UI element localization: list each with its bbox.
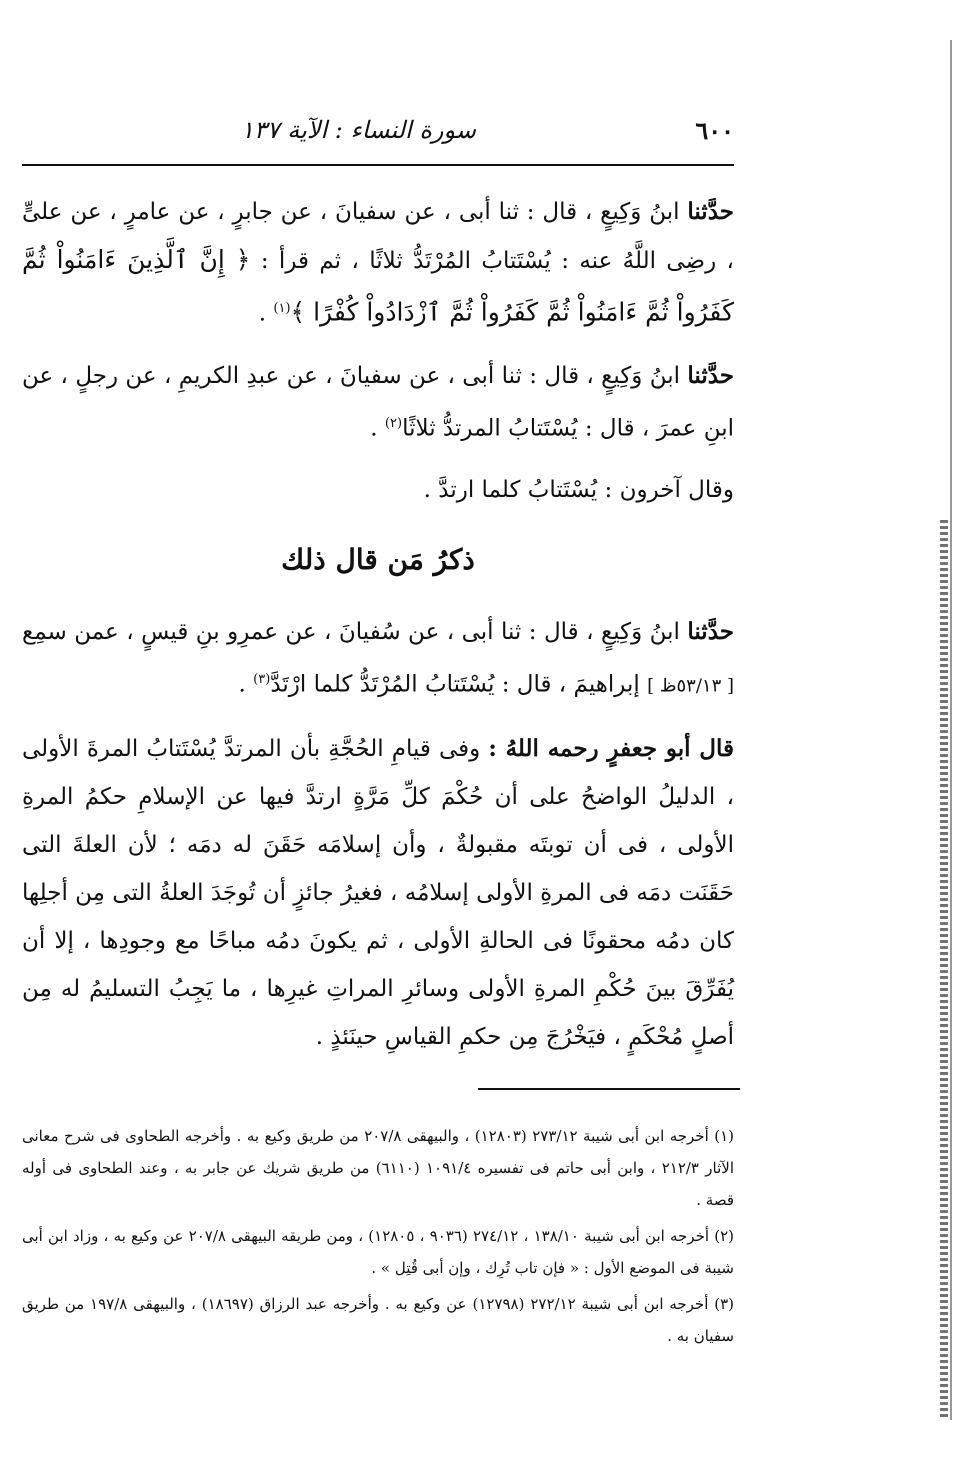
- quran-verse: ﴿ إِنَّ ٱلَّذِينَ ءَامَنُواْ ثُمَّ كَفَرُواْ ثُمَّ ءَامَنُواْ ثُمَّ كَفَرُواْ ثُمَّ ٱزْدَادُواْ كُفْرًا ﴾: [22, 245, 734, 327]
- running-title: سورة النساء : الآية ١٣٧: [240, 116, 476, 144]
- paragraph-5-text: وفى قيامِ الحُجَّةِ بأن المرتدَّ يُسْتَتابُ المرةَ الأولى ، الدليلُ الواضحُ على أن حُكْمَ كلِّ مَرَّةٍ ارتدَّ فيها عن الإسلامِ حكمُ المرةِ الأولى ، فى أن توبتَه مقبولةٌ ، وأن إسلامَه حَقَنَ له دمَه ؛ لأن العلةَ التى حَقَنَت دمَه فى المرةِ الأولى إسلامُه ، فغيرُ جائزٍ أن تُوجَدَ العلةُ التى مِن أجلِها كان دمُه محقونًا فى الحالةِ الأولى ، ثم يكونَ دمُه مباحًا مع وجودِها ، إلا أن يُفَرِّقَ بينَ حُكْمِ المرةِ الأولى وسائرِ المراتِ غيرِها ، ما يَجِبُ التسليمُ له مِن أصلٍ مُحْكَمٍ ، فيَخْرُجَ مِن حكمِ القياسِ حينَئذٍ .: [22, 735, 734, 1050]
- footnote-2: (٢) أخرجه ابن أبى شيبة ١٣٨/١٠ ، ٢٧٤/١٢ (٩٠٣٦ ، ١٢٨٠٥) ، ومن طريقه البيهقى ٢٠٧/٨ عن وكيع به ، وزاد ابن أبى شيبة فى الموضع الأول : « فإن تاب تُرِك ، وإن أبى قُتِل » .: [22, 1227, 734, 1277]
- paragraph-1-end: .: [258, 300, 274, 327]
- binding-edge-line: [950, 40, 952, 1420]
- paragraph-4: [22, 608, 734, 711]
- paragraph-2-end: .: [370, 415, 385, 442]
- section-heading: ذكرُ مَن قال ذلك: [281, 543, 475, 577]
- paragraph-1-lead: حدَّثنا: [687, 198, 734, 225]
- paragraph-4-lead: حدَّثنا: [687, 618, 734, 646]
- footnote-ref-3[interactable]: (٣): [253, 672, 271, 688]
- folio-reference: [ ٥٣/١٣ظ ]: [647, 675, 734, 697]
- footnote-3: (٣) أخرجه ابن أبى شيبة ٢٧٢/١٢ (١٢٧٩٨) عن وكيع به . وأخرجه عبد الرزاق (١٨٦٩٧) ، والبيهقى ١٩٧/٨ من طريق سفيان به .: [22, 1295, 734, 1345]
- paragraph-5-lead: قال أبو جعفرٍ رحمه اللهُ :: [488, 734, 734, 762]
- paragraph-2-text: ابنُ وَكِيعٍ ، قال : ثنا أبى ، عن سفيانَ ، عن عبدِ الكريمِ ، عن رجلٍ ، عن ابنِ عمرَ ، قال : يُسْتَتابُ المرتدُّ ثلاثًا: [22, 362, 734, 442]
- paragraph-4-text-2: إبراهيمَ ، قال : يُسْتَتابُ المُرْتَدُّ كلما ارْتَدَّ: [270, 671, 640, 698]
- footnote-ref-2[interactable]: (٢): [384, 415, 403, 431]
- paragraph-2-lead: حدَّثنا: [687, 361, 735, 389]
- footnotes: [22, 1120, 734, 1356]
- paragraph-1: [22, 188, 734, 338]
- footnote-1: (١) أخرجه ابن أبى شيبة ٢٧٣/١٢ (١٢٨٠٣) ، والبيهقى ٢٠٧/٨ من طريق وكيع به . وأخرجه الطحاوى فى شرح معانى الآثار ٢١٢/٣ ، وابن أبى حاتم فى تفسيره ١٠٩١/٤ (٦١١٠) من طريق شريك عن جابر به ، وعند الطحاوى فى أوله قصة .: [22, 1127, 735, 1209]
- paragraph-3: [22, 466, 734, 514]
- header-rule: [22, 164, 734, 166]
- footnote-rule: [478, 1088, 740, 1090]
- paragraph-4-end: .: [238, 671, 254, 698]
- paragraph-2: [22, 352, 734, 453]
- paragraph-1-text: ابنُ وَكِيعٍ ، قال : ثنا أبى ، عن سفيانَ ، عن جابرٍ ، عن عامرٍ ، عن علىٍّ ، رضِى اللَّهُ عنه : يُسْتَتابُ المُرْتَدُّ ثلاثًا ، ثم قرأ :: [22, 199, 734, 274]
- binding-edge-texture: [940, 520, 948, 1420]
- paragraph-5: [22, 725, 734, 1061]
- main-text: [22, 188, 734, 1075]
- paragraph-4-text: ابنُ وَكِيعٍ ، قال : ثنا أبى ، عن سُفيانَ ، عن عمرِو بنِ قيسٍ ، عمن سمِع: [22, 619, 680, 646]
- footnote-ref-1[interactable]: (١): [273, 301, 291, 316]
- page-number: ٦٠٠: [695, 116, 734, 145]
- paragraph-3-text: وقال آخرون : يُسْتَتابُ كلما ارتدَّ .: [423, 477, 734, 504]
- running-header: [22, 112, 734, 152]
